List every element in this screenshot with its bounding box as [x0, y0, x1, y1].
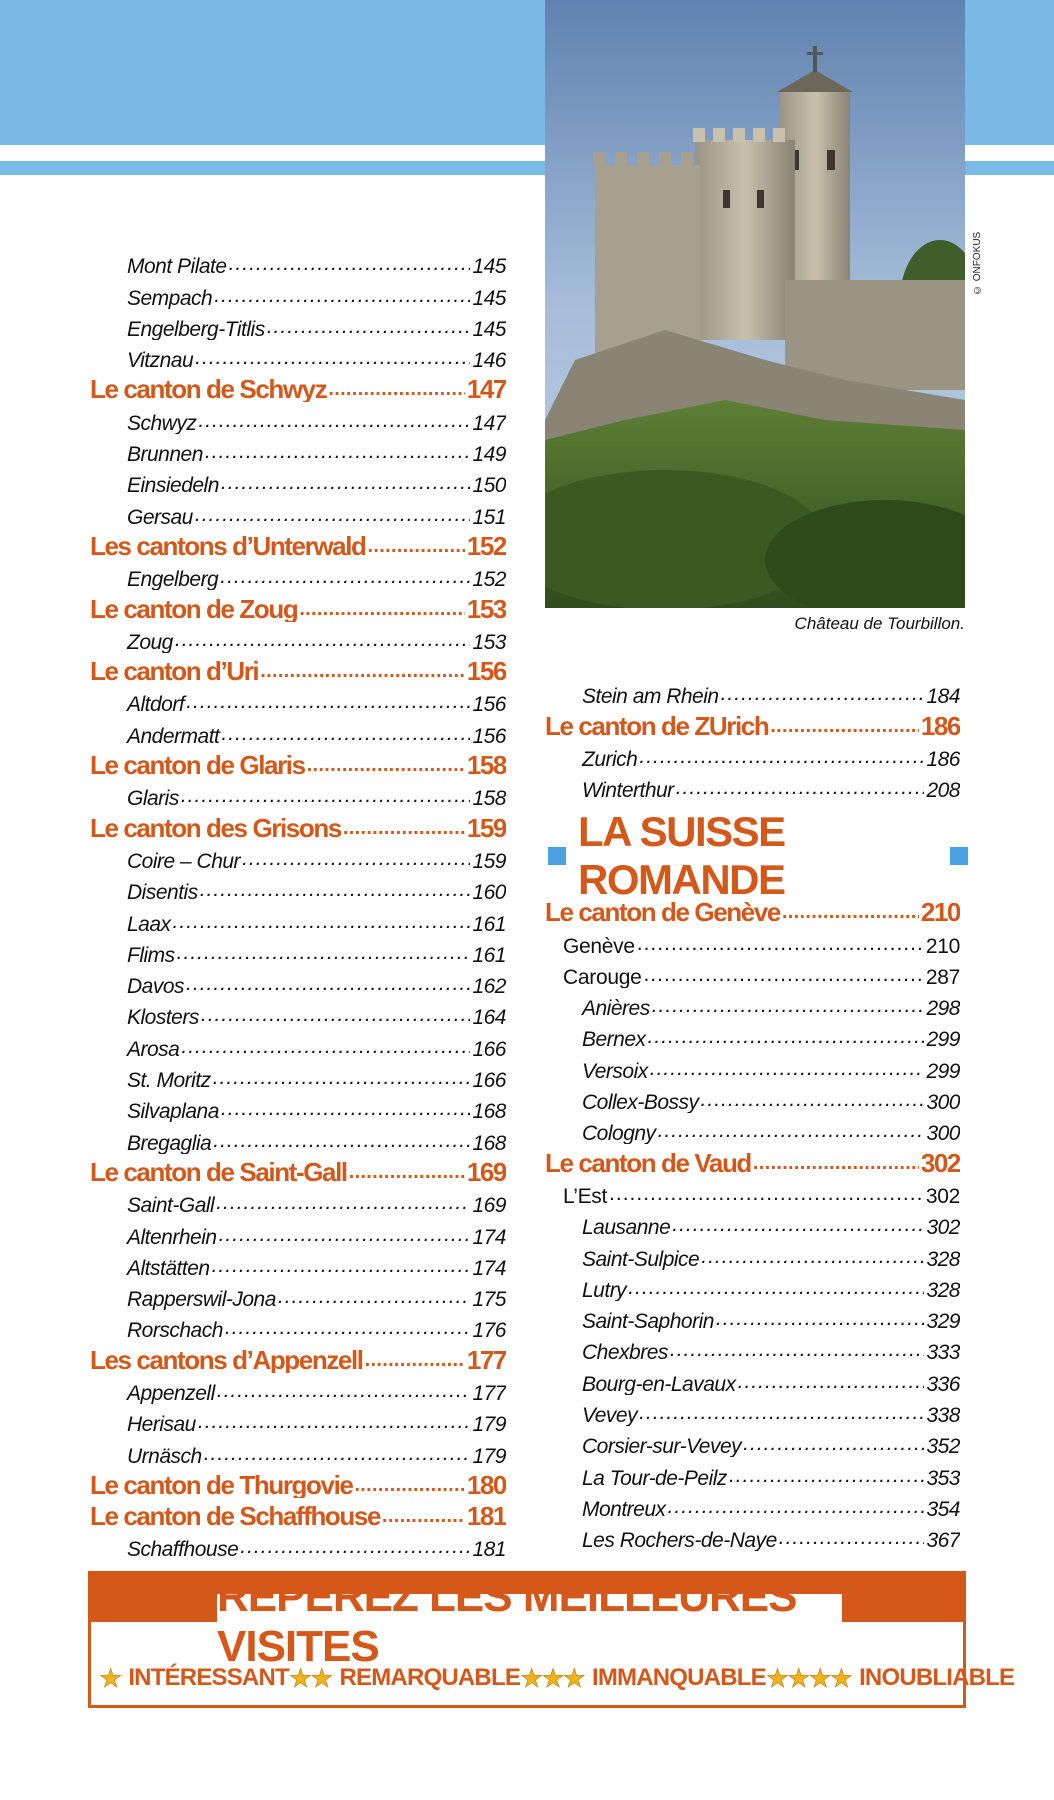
toc-entry — [90, 1248, 506, 1279]
dot-leader — [221, 723, 470, 744]
toc-entry-title: Vevey — [582, 1404, 638, 1427]
toc-entry-title: Le canton de Schwyz — [90, 374, 327, 403]
photo-caption: Château de Tourbillon. — [794, 614, 965, 633]
toc-entry-title: Gersau — [127, 505, 193, 528]
toc-entry-page: 338 — [926, 1404, 960, 1427]
toc-entry — [90, 1185, 506, 1216]
toc-entry — [90, 1373, 506, 1404]
dot-leader — [229, 253, 471, 274]
toc-entry-title: Laax — [127, 912, 171, 935]
toc-entry-title: Le canton de Zoug — [90, 593, 298, 622]
dot-leader — [382, 1506, 465, 1526]
dot-leader — [186, 973, 470, 994]
toc-entry-title: Bregaglia — [127, 1131, 212, 1154]
dot-leader — [200, 879, 471, 900]
toc-entry-page: 153 — [466, 593, 506, 622]
toc-entry-page: 179 — [472, 1444, 506, 1467]
toc-entry-page: 210 — [925, 934, 960, 957]
dot-leader — [349, 1162, 465, 1182]
toc-entry — [545, 1270, 960, 1301]
dot-leader — [195, 504, 471, 525]
dot-leader — [676, 777, 925, 798]
toc-entry-page: 169 — [472, 1194, 506, 1217]
toc-chapter-entry — [90, 1498, 506, 1529]
toc-entry-page: 149 — [472, 443, 506, 466]
section-title — [548, 808, 968, 903]
toc-entry-title: Schaffhouse — [127, 1538, 239, 1561]
toc-entry — [545, 1238, 960, 1269]
dot-leader — [240, 1536, 470, 1557]
toc-entry — [90, 1122, 506, 1153]
toc-entry — [90, 1529, 506, 1560]
toc-entry-page: 333 — [926, 1341, 960, 1364]
toc-entry — [90, 1028, 506, 1059]
toc-entry-title: St. Moritz — [127, 1069, 211, 1092]
toc-entry-title: Genève — [563, 934, 635, 957]
toc-entry-title: Altenrhein — [127, 1225, 217, 1248]
dot-leader — [609, 1183, 924, 1204]
castle-photo — [545, 0, 965, 608]
dot-leader — [782, 902, 919, 922]
star-icon: ★★★★ — [765, 1662, 852, 1693]
dot-leader — [221, 1098, 471, 1119]
dot-leader — [181, 1036, 470, 1057]
toc-entry-page: 147 — [472, 411, 506, 434]
legend-item — [289, 1663, 520, 1694]
toc-entry-page: 353 — [926, 1466, 960, 1489]
toc-entry-page: 184 — [926, 685, 960, 708]
toc-entry-page: 164 — [472, 1006, 506, 1029]
toc-entry-page: 336 — [926, 1372, 960, 1395]
toc-entry — [90, 1404, 506, 1435]
toc-entry-title: Chexbres — [582, 1341, 668, 1364]
toc-entry — [90, 246, 506, 277]
toc-entry-page: 302 — [926, 1216, 960, 1239]
toc-entry — [545, 1395, 960, 1426]
toc-entry-title: Einsiedeln — [127, 474, 219, 497]
toc-entry — [545, 739, 960, 770]
toc-chapter-entry — [90, 653, 506, 684]
toc-entry-page: 158 — [472, 787, 506, 810]
dot-leader — [195, 347, 470, 368]
toc-entry-title: Bourg-en-Lavaux — [582, 1372, 736, 1395]
toc-entry-page: 174 — [472, 1256, 506, 1279]
toc-chapter-entry — [90, 1341, 506, 1372]
section-title-text: LA SUISSE ROMANDE — [578, 808, 785, 903]
toc-chapter-entry — [90, 1467, 506, 1498]
toc-entry-page: 146 — [472, 349, 506, 372]
toc-entry-title: Versoix — [582, 1059, 648, 1082]
toc-entry-page: 367 — [926, 1529, 960, 1552]
dot-leader — [328, 379, 464, 399]
toc-entry-title: Davos — [127, 975, 185, 998]
toc-entry-title: Silvaplana — [127, 1100, 219, 1123]
toc-chapter-entry — [90, 371, 506, 402]
toc-entry — [545, 1082, 960, 1113]
toc-entry-page: 299 — [926, 1059, 960, 1082]
toc-entry-page: 302 — [920, 1147, 960, 1176]
toc-entry-title: Coire – Chur — [127, 849, 241, 872]
toc-entry-page: 145 — [472, 255, 506, 278]
dot-leader — [278, 1286, 471, 1307]
toc-entry — [90, 872, 506, 903]
dot-leader — [343, 818, 465, 838]
toc-chapter-entry — [545, 1144, 960, 1175]
toc-chapter-entry — [545, 894, 960, 925]
toc-entry-title: Winterthur — [582, 779, 674, 802]
dot-leader — [213, 1130, 470, 1151]
legend-item — [766, 1663, 1014, 1694]
toc-entry-title: Glaris — [127, 787, 179, 810]
dot-leader — [658, 1120, 925, 1141]
legend-item-label: INOUBLIABLE — [859, 1664, 1015, 1691]
dot-leader — [299, 599, 465, 619]
toc-entry — [545, 988, 960, 1019]
toc-entry — [545, 1457, 960, 1488]
toc-entry-page: 174 — [472, 1225, 506, 1248]
dot-leader — [650, 1058, 925, 1079]
toc-entry-page: 150 — [472, 474, 506, 497]
toc-entry-page: 175 — [472, 1288, 506, 1311]
toc-entry-title: Les cantons d’Appenzell — [90, 1344, 363, 1373]
toc-entry-page: 179 — [472, 1413, 506, 1436]
toc-entry-title: Le canton de Glaris — [90, 750, 305, 779]
dot-leader — [242, 848, 470, 869]
dot-leader — [181, 785, 471, 806]
toc-entry — [545, 1176, 960, 1207]
dot-leader — [186, 691, 470, 712]
legend-item-label: INTÉRESSANT — [128, 1664, 289, 1691]
star-icon: ★★ — [288, 1662, 332, 1693]
toc-entry — [545, 1363, 960, 1394]
toc-entry — [90, 402, 506, 433]
dot-leader — [716, 1308, 925, 1329]
dot-leader — [267, 316, 471, 337]
toc-entry — [90, 1279, 506, 1310]
toc-right-column-top — [545, 676, 960, 801]
toc-entry-page: 302 — [925, 1184, 960, 1207]
toc-entry-title: Le canton de Vaud — [545, 1147, 751, 1176]
toc-right-column-bottom — [545, 894, 960, 1551]
toc-chapter-entry — [90, 590, 506, 621]
toc-entry-title: L’Est — [563, 1184, 608, 1207]
toc-entry — [90, 684, 506, 715]
dot-leader — [220, 566, 470, 587]
toc-entry — [545, 1426, 960, 1457]
toc-entry-title: Les cantons d’Unterwald — [90, 530, 366, 559]
legend-item — [520, 1663, 766, 1694]
dot-leader — [354, 1475, 464, 1495]
star-icon: ★ — [99, 1662, 121, 1693]
legend-title: REPÉREZ LES MEILLEURES VISITES — [217, 1594, 842, 1650]
dot-leader — [637, 933, 924, 954]
toc-entry — [545, 1301, 960, 1332]
toc-entry-title: Vitznau — [127, 349, 194, 372]
toc-entry-page: 159 — [472, 849, 506, 872]
section-square-right — [950, 847, 968, 865]
toc-entry-title: Altdorf — [127, 693, 185, 716]
toc-entry-title: Le canton des Grisons — [90, 812, 341, 841]
toc-entry-page: 354 — [926, 1497, 960, 1520]
dot-leader — [729, 1465, 925, 1486]
toc-entry-page: 162 — [472, 975, 506, 998]
toc-entry-title: Sempach — [127, 286, 213, 309]
toc-entry-title: Brunnen — [127, 443, 203, 466]
toc-entry-title: Engelberg — [127, 568, 219, 591]
dot-leader — [198, 410, 470, 431]
toc-entry — [90, 434, 506, 465]
dot-leader — [639, 746, 924, 767]
dot-leader — [639, 1402, 924, 1423]
photo-credit: © ONFOKUS — [972, 231, 983, 295]
dot-leader — [670, 1339, 925, 1360]
legend-items — [99, 1661, 1015, 1695]
toc-entry — [90, 496, 506, 527]
toc-entry-page: 168 — [472, 1131, 506, 1154]
toc-entry — [90, 340, 506, 371]
star-icon: ★★★ — [520, 1662, 584, 1693]
toc-entry-page: 152 — [472, 568, 506, 591]
toc-chapter-entry — [545, 707, 960, 738]
dot-leader — [204, 1443, 471, 1464]
toc-entry — [545, 1520, 960, 1551]
toc-entry-page: 298 — [926, 997, 960, 1020]
toc-entry-page: 210 — [920, 897, 960, 926]
toc-entry-page: 160 — [472, 881, 506, 904]
dot-leader — [225, 1317, 471, 1338]
toc-entry-page: 152 — [466, 530, 506, 559]
dot-leader — [214, 285, 470, 306]
dot-leader — [701, 1246, 924, 1267]
toc-entry-title: Le canton de Saint-Gall — [90, 1156, 347, 1185]
toc-entry-page: 352 — [926, 1435, 960, 1458]
toc-entry-page: 181 — [466, 1501, 506, 1530]
toc-entry-page: 168 — [472, 1100, 506, 1123]
dot-leader — [743, 1433, 924, 1454]
toc-entry-title: Stein am Rhein — [582, 685, 719, 708]
toc-entry-page: 166 — [472, 1037, 506, 1060]
dot-leader — [260, 661, 465, 681]
visit-rating-legend — [88, 1571, 1015, 1708]
toc-entry — [545, 957, 960, 988]
dot-leader — [668, 1496, 925, 1517]
toc-entry-title: Anières — [582, 997, 650, 1020]
toc-entry — [90, 903, 506, 934]
dot-leader — [648, 1026, 925, 1047]
dot-leader — [221, 472, 471, 493]
dot-leader — [721, 683, 925, 704]
toc-entry-page: 300 — [926, 1122, 960, 1145]
section-square-left — [548, 847, 566, 865]
toc-entry-title: Zurich — [582, 747, 638, 770]
toc-entry — [545, 925, 960, 956]
toc-entry-page: 147 — [466, 374, 506, 403]
toc-entry-page: 166 — [472, 1069, 506, 1092]
toc-entry-title: Rapperswil-Jona — [127, 1288, 276, 1311]
dot-leader — [213, 1067, 471, 1088]
dot-leader — [779, 1527, 925, 1548]
toc-entry-title: Andermatt — [127, 724, 220, 747]
dot-leader — [177, 942, 471, 963]
toc-entry-page: 328 — [926, 1247, 960, 1270]
toc-entry-page: 299 — [926, 1028, 960, 1051]
toc-entry-title: La Tour-de-Peilz — [582, 1466, 727, 1489]
toc-entry-page: 159 — [466, 812, 506, 841]
toc-entry-page: 180 — [466, 1469, 506, 1498]
toc-entry-page: 186 — [926, 747, 960, 770]
toc-entry-page: 153 — [472, 630, 506, 653]
toc-entry-title: Disentis — [127, 881, 198, 904]
toc-entry — [545, 1113, 960, 1144]
toc-entry-title: Klosters — [127, 1006, 199, 1029]
dot-leader — [212, 1255, 471, 1276]
toc-entry-title: Corsier-sur-Vevey — [582, 1435, 742, 1458]
toc-entry — [90, 841, 506, 872]
toc-entry-page: 208 — [926, 779, 960, 802]
toc-entry-title: Zoug — [127, 630, 173, 653]
dot-leader — [219, 1224, 471, 1245]
dot-leader — [307, 755, 465, 775]
toc-entry-page: 186 — [920, 710, 960, 739]
toc-entry-title: Le canton de Genève — [545, 897, 780, 926]
toc-entry-title: Montreux — [582, 1497, 666, 1520]
toc-entry-page: 169 — [466, 1156, 506, 1185]
toc-entry-page: 287 — [925, 965, 960, 988]
toc-entry-title: Le canton de ZUrich — [545, 710, 769, 739]
toc-entry-title: Urnäsch — [127, 1444, 202, 1467]
toc-entry — [90, 1216, 506, 1247]
dot-leader — [368, 536, 465, 556]
toc-entry — [90, 1310, 506, 1341]
toc-entry-title: Lausanne — [582, 1216, 671, 1239]
dot-leader — [216, 1192, 470, 1213]
toc-entry — [90, 465, 506, 496]
toc-entry-title: Cologny — [582, 1122, 656, 1145]
dot-leader — [201, 1004, 471, 1025]
toc-entry-title: Le canton d’Uri — [90, 656, 259, 685]
toc-entry-page: 328 — [926, 1278, 960, 1301]
dot-leader — [173, 911, 471, 932]
toc-entry-title: Les Rochers-de-Naye — [582, 1529, 777, 1552]
castle-illustration — [545, 0, 965, 608]
toc-entry — [90, 997, 506, 1028]
toc-entry-page: 161 — [472, 943, 506, 966]
legend-item-label: IMMANQUABLE — [591, 1664, 766, 1691]
toc-entry — [90, 1091, 506, 1122]
toc-entry — [90, 309, 506, 340]
toc-entry-title: Bernex — [582, 1028, 646, 1051]
toc-entry — [90, 1060, 506, 1091]
toc-entry-page: 156 — [472, 724, 506, 747]
toc-entry — [545, 1019, 960, 1050]
toc-entry — [545, 1050, 960, 1081]
toc-entry-title: Altstätten — [127, 1256, 210, 1279]
toc-entry-title: Engelberg-Titlis — [127, 317, 265, 340]
toc-entry — [90, 277, 506, 308]
toc-entry-title: Le canton de Schaffhouse — [90, 1501, 381, 1530]
toc-entry-page: 177 — [472, 1381, 506, 1404]
dot-leader — [652, 995, 925, 1016]
toc-entry-title: Schwyz — [127, 411, 197, 434]
toc-entry — [90, 622, 506, 653]
toc-chapter-entry — [90, 528, 506, 559]
toc-entry-title: Saint-Saphorin — [582, 1310, 714, 1333]
toc-chapter-entry — [90, 1154, 506, 1185]
toc-entry — [90, 715, 506, 746]
toc-entry-title: Carouge — [563, 965, 642, 988]
dot-leader — [205, 441, 471, 462]
toc-entry — [545, 1332, 960, 1363]
toc-entry-page: 145 — [472, 317, 506, 340]
toc-entry-page: 329 — [926, 1310, 960, 1333]
toc-entry-page: 156 — [466, 656, 506, 685]
toc-entry-page: 177 — [466, 1344, 506, 1373]
toc-entry-title: Herisau — [127, 1413, 196, 1436]
dot-leader — [365, 1350, 465, 1370]
toc-entry — [90, 559, 506, 590]
toc-entry-title: Rorschach — [127, 1319, 223, 1342]
toc-entry — [545, 770, 960, 801]
dot-leader — [701, 1089, 925, 1110]
toc-entry-page: 145 — [472, 286, 506, 309]
dot-leader — [672, 1214, 924, 1235]
toc-entry-page: 161 — [472, 912, 506, 935]
toc-entry-title: Appenzell — [127, 1381, 215, 1404]
toc-entry-title: Collex-Bossy — [582, 1091, 699, 1114]
toc-entry-title: Mont Pilate — [127, 255, 227, 278]
toc-chapter-entry — [90, 809, 506, 840]
toc-entry — [90, 935, 506, 966]
toc-chapter-entry — [90, 747, 506, 778]
legend-item — [99, 1663, 289, 1694]
dot-leader — [628, 1277, 924, 1298]
toc-entry-page: 151 — [472, 505, 506, 528]
dot-leader — [738, 1371, 925, 1392]
toc-entry-title: Saint-Gall — [127, 1194, 215, 1217]
toc-entry-page: 176 — [472, 1319, 506, 1342]
toc-entry-title: Le canton de Thurgovie — [90, 1469, 353, 1498]
toc-entry-title: Arosa — [127, 1037, 180, 1060]
toc-entry-page: 156 — [472, 693, 506, 716]
toc-left-column — [90, 246, 506, 1560]
legend-item-label: REMARQUABLE — [339, 1664, 521, 1691]
toc-entry-title: Lutry — [582, 1278, 627, 1301]
toc-entry — [545, 676, 960, 707]
toc-entry-page: 158 — [466, 750, 506, 779]
toc-entry-page: 181 — [472, 1538, 506, 1561]
toc-entry-page: 300 — [926, 1091, 960, 1114]
dot-leader — [753, 1153, 919, 1173]
dot-leader — [770, 716, 918, 736]
toc-entry-title: Flims — [127, 943, 175, 966]
toc-entry — [545, 1489, 960, 1520]
toc-entry — [90, 778, 506, 809]
dot-leader — [175, 629, 471, 650]
toc-entry-title: Saint-Sulpice — [582, 1247, 700, 1270]
toc-entry — [545, 1207, 960, 1238]
dot-leader — [643, 964, 923, 985]
dot-leader — [217, 1380, 471, 1401]
toc-entry — [90, 1435, 506, 1466]
toc-entry — [90, 966, 506, 997]
dot-leader — [198, 1411, 471, 1432]
